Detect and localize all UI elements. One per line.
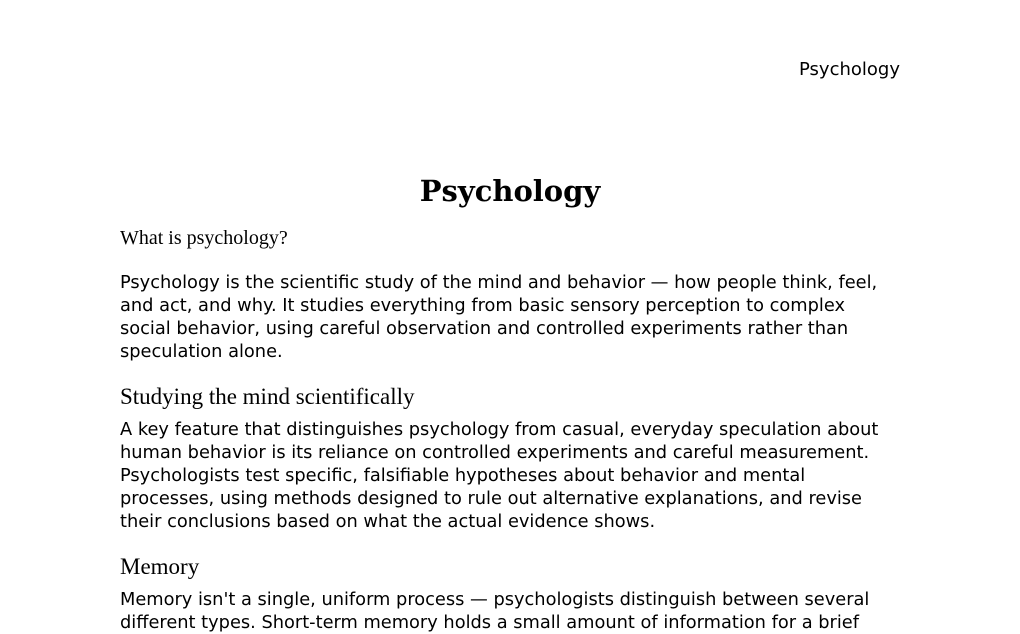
section-heading: Memory <box>120 554 200 579</box>
section-scientific-method <box>120 383 900 533</box>
section-heading: Studying the mind scientifically <box>120 384 415 409</box>
section-memory <box>120 553 900 634</box>
document-title: Psychology <box>419 174 601 208</box>
document-subtitle: What is psychology? <box>120 227 288 249</box>
running-header: Psychology <box>799 59 900 80</box>
intro-paragraph: Psychology is the scientific study of the mind and behavior — how people think, feel, and act, and why. It studies everything from basic sensory perception to complex social behavior, using careful observation and controlled experiments rather than speculation alone. <box>120 272 878 362</box>
section-paragraph: Memory isn't a single, uniform process — psychologists distinguish between several different types. Short-term memory holds a small amount of information for a brief <box>120 589 870 633</box>
section-paragraph: A key feature that distinguishes psychology from casual, everyday speculation about human behavior is its reliance on controlled experiments and careful measurement. Psychologists test specific, falsifiable hypotheses about behavior and mental processes, using methods designed to rule out alternative explanations, and revise their conclusions based on what the actual evidence shows. <box>120 419 879 532</box>
document-body <box>120 172 900 634</box>
